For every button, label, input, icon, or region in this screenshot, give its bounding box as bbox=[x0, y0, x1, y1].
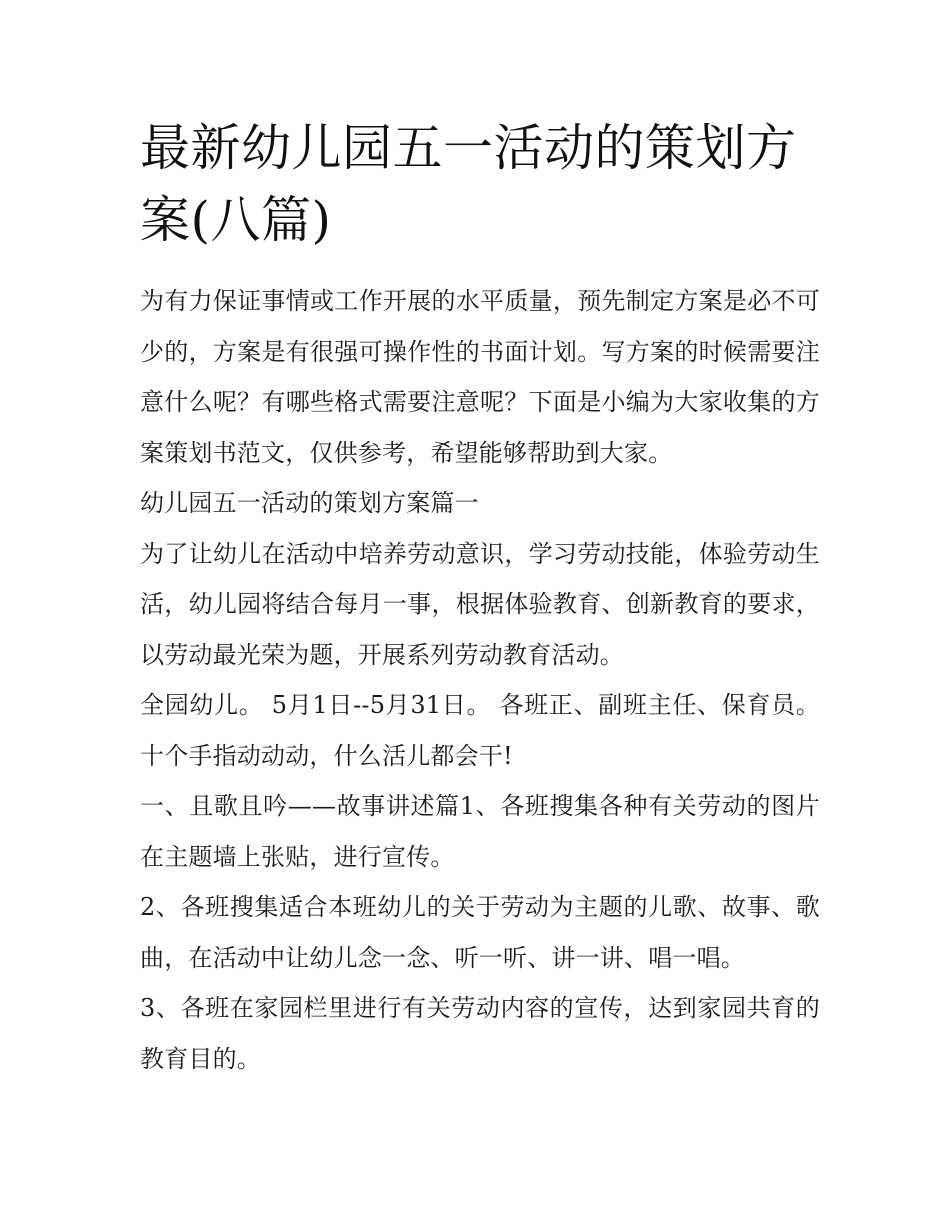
section-heading: 幼儿园五一活动的策划方案篇一 bbox=[140, 489, 479, 517]
document-page bbox=[140, 112, 820, 1084]
purpose-paragraph: 为了让幼儿在活动中培养劳动意识，学习劳动技能，体验劳动生活，幼儿园将结合每月一事，根据体验教育、创新教育的要求，以劳动最光荣为题，开展系列劳动教育活动。 bbox=[140, 539, 820, 669]
activity-item-3: 3、各班在家园栏里进行有关劳动内容的宣传，达到家园共育的教育目的。 bbox=[140, 994, 820, 1073]
intro-paragraph: 为有力保证事情或工作开展的水平质量，预先制定方案是必不可少的，方案是有很强可操作性的书面计划。写方案的时候需要注意什么呢？有哪些格式需要注意呢？下面是小编为大家收集的方案策划书范文，仅供参考，希望能够帮助到大家。 bbox=[140, 287, 820, 467]
participants-paragraph: 全园幼儿。 5月1日--5月31日。 各班正、副班主任、保育员。 十个手指动动动，什么活儿都会干! bbox=[140, 691, 820, 770]
activity-item-2: 2、各班搜集适合本班幼儿的关于劳动为主题的儿歌、故事、歌曲，在活动中让幼儿念一念、听一听、讲一讲、唱一唱。 bbox=[140, 893, 820, 972]
activity-item-1: 一、且歌且吟——故事讲述篇1、各班搜集各种有关劳动的图片在主题墙上张贴，进行宣传。 bbox=[140, 792, 820, 871]
document-body bbox=[140, 276, 820, 1084]
document-title: 最新幼儿园五一活动的策划方案(八篇) bbox=[140, 119, 797, 249]
